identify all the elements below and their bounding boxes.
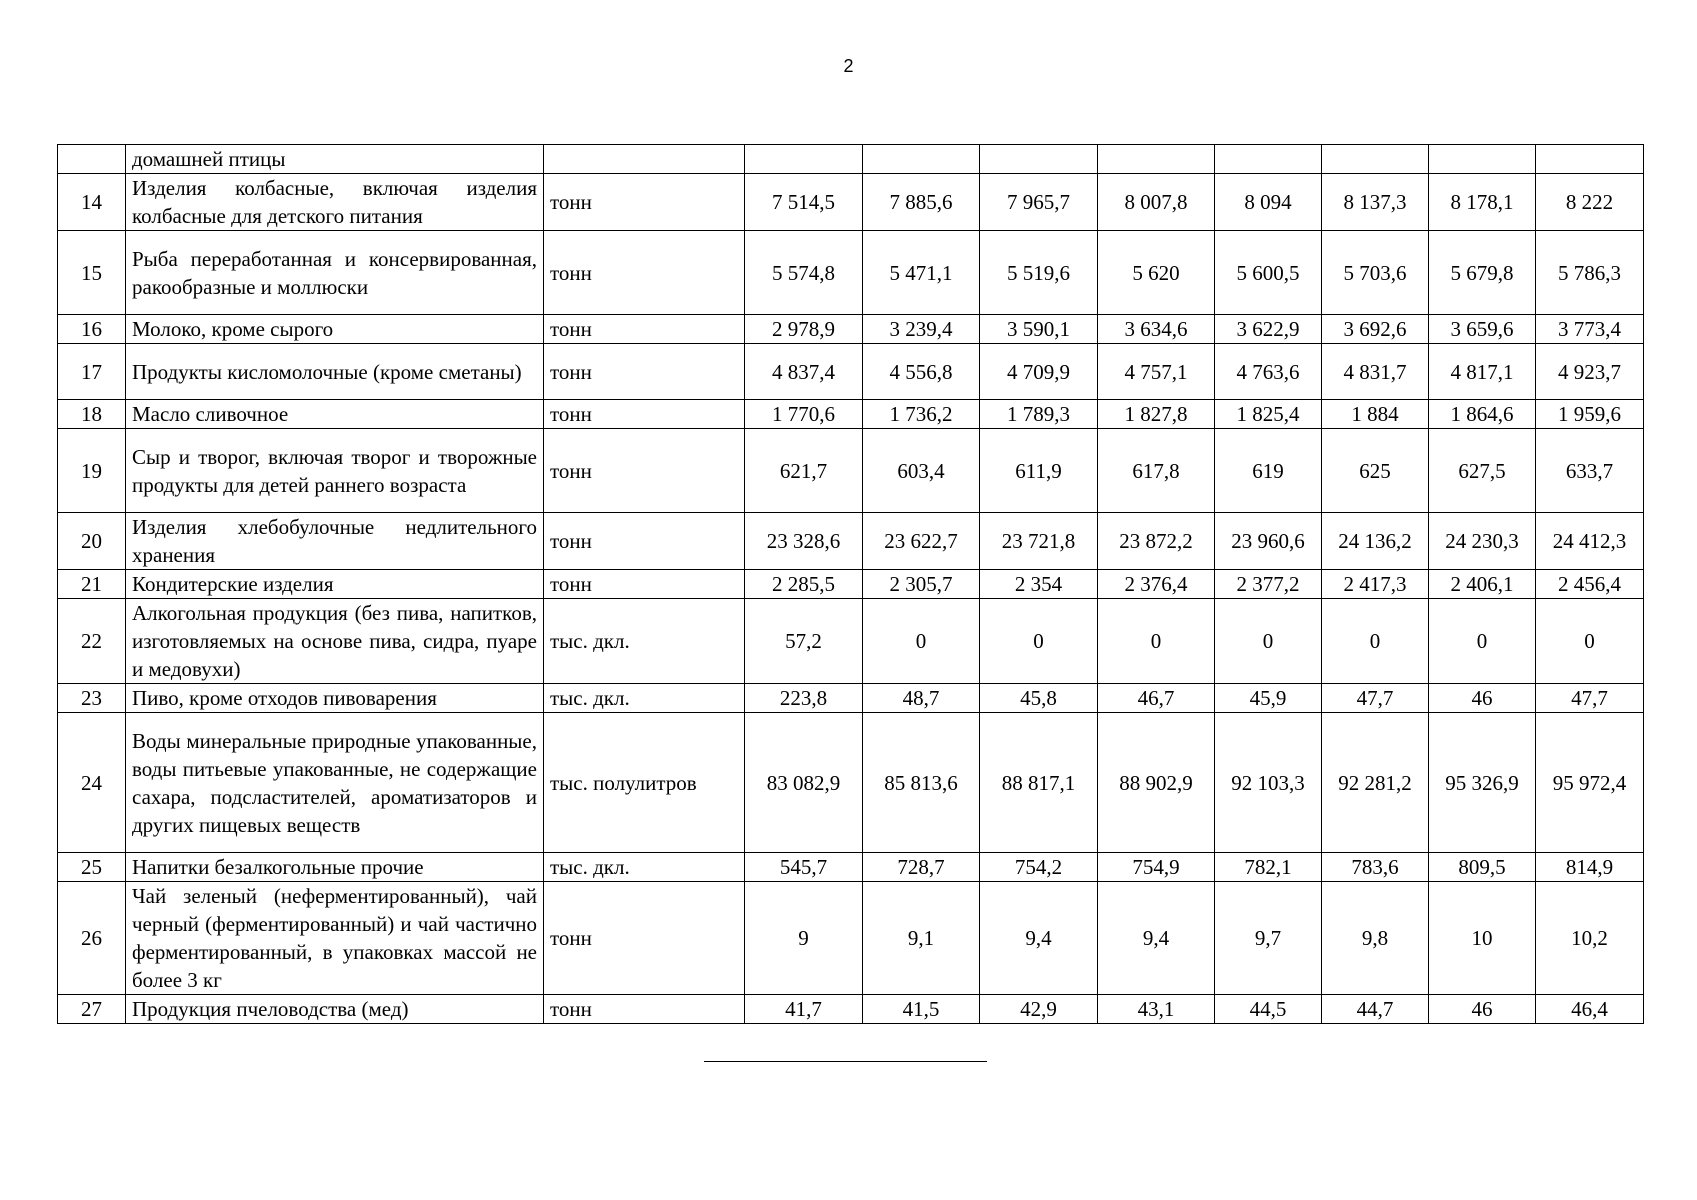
value-cell: 8 178,1 <box>1429 174 1536 231</box>
value-cell: 2 354 <box>980 570 1098 599</box>
value-cell: 46 <box>1429 995 1536 1024</box>
row-number-cell: 25 <box>58 853 126 882</box>
value-cell <box>1429 145 1536 174</box>
value-cell: 625 <box>1322 429 1429 513</box>
row-number-cell: 21 <box>58 570 126 599</box>
value-cell: 3 692,6 <box>1322 315 1429 344</box>
value-cell: 3 773,4 <box>1536 315 1644 344</box>
value-cell: 23 872,2 <box>1098 513 1215 570</box>
value-cell <box>1215 145 1322 174</box>
product-name-cell: Молоко, кроме сырого <box>126 315 544 344</box>
value-cell: 4 923,7 <box>1536 344 1644 400</box>
value-cell: 45,8 <box>980 684 1098 713</box>
product-name-cell: Изделия хлебобулочные недлительного хранения <box>126 513 544 570</box>
row-number-cell: 24 <box>58 713 126 853</box>
row-number-cell <box>58 145 126 174</box>
value-cell: 9 <box>745 882 863 995</box>
value-cell: 0 <box>1322 599 1429 684</box>
unit-cell: тыс. дкл. <box>544 853 745 882</box>
value-cell: 4 709,9 <box>980 344 1098 400</box>
product-name-cell: Продукты кисломолочные (кроме сметаны) <box>126 344 544 400</box>
value-cell: 46 <box>1429 684 1536 713</box>
product-name-cell: Масло сливочное <box>126 400 544 429</box>
value-cell: 44,5 <box>1215 995 1322 1024</box>
value-cell: 3 634,6 <box>1098 315 1215 344</box>
value-cell: 47,7 <box>1536 684 1644 713</box>
value-cell: 5 574,8 <box>745 231 863 315</box>
table-row <box>58 853 1644 882</box>
value-cell: 57,2 <box>745 599 863 684</box>
value-cell: 1 825,4 <box>1215 400 1322 429</box>
value-cell: 83 082,9 <box>745 713 863 853</box>
unit-cell: тонн <box>544 995 745 1024</box>
value-cell: 3 622,9 <box>1215 315 1322 344</box>
value-cell: 0 <box>1215 599 1322 684</box>
row-number-cell: 22 <box>58 599 126 684</box>
page-number: 2 <box>843 56 854 76</box>
value-cell <box>745 145 863 174</box>
unit-cell: тонн <box>544 315 745 344</box>
value-cell: 0 <box>1098 599 1215 684</box>
product-name-cell: Кондитерские изделия <box>126 570 544 599</box>
value-cell <box>980 145 1098 174</box>
row-number-cell: 14 <box>58 174 126 231</box>
value-cell: 44,7 <box>1322 995 1429 1024</box>
value-cell: 2 377,2 <box>1215 570 1322 599</box>
table-row <box>58 429 1644 513</box>
unit-cell <box>544 145 745 174</box>
value-cell: 47,7 <box>1322 684 1429 713</box>
value-cell: 5 786,3 <box>1536 231 1644 315</box>
value-cell: 46,4 <box>1536 995 1644 1024</box>
value-cell: 2 305,7 <box>863 570 980 599</box>
value-cell: 4 837,4 <box>745 344 863 400</box>
value-cell: 23 328,6 <box>745 513 863 570</box>
value-cell: 5 703,6 <box>1322 231 1429 315</box>
value-cell: 10 <box>1429 882 1536 995</box>
table-row <box>58 145 1644 174</box>
value-cell: 24 230,3 <box>1429 513 1536 570</box>
value-cell: 1 864,6 <box>1429 400 1536 429</box>
value-cell: 24 136,2 <box>1322 513 1429 570</box>
value-cell: 8 007,8 <box>1098 174 1215 231</box>
value-cell: 7 965,7 <box>980 174 1098 231</box>
value-cell: 95 326,9 <box>1429 713 1536 853</box>
unit-cell: тонн <box>544 344 745 400</box>
row-number-cell: 18 <box>58 400 126 429</box>
value-cell: 41,5 <box>863 995 980 1024</box>
value-cell: 2 376,4 <box>1098 570 1215 599</box>
value-cell: 46,7 <box>1098 684 1215 713</box>
value-cell: 45,9 <box>1215 684 1322 713</box>
value-cell: 4 757,1 <box>1098 344 1215 400</box>
value-cell: 5 679,8 <box>1429 231 1536 315</box>
table-row <box>58 174 1644 231</box>
unit-cell: тонн <box>544 882 745 995</box>
table-row <box>58 400 1644 429</box>
value-cell: 4 817,1 <box>1429 344 1536 400</box>
value-cell: 9,4 <box>1098 882 1215 995</box>
value-cell: 95 972,4 <box>1536 713 1644 853</box>
value-cell: 633,7 <box>1536 429 1644 513</box>
unit-cell: тонн <box>544 570 745 599</box>
table-row <box>58 344 1644 400</box>
value-cell: 1 770,6 <box>745 400 863 429</box>
value-cell: 619 <box>1215 429 1322 513</box>
value-cell: 92 281,2 <box>1322 713 1429 853</box>
table-row <box>58 231 1644 315</box>
value-cell: 24 412,3 <box>1536 513 1644 570</box>
value-cell: 627,5 <box>1429 429 1536 513</box>
value-cell: 8 137,3 <box>1322 174 1429 231</box>
value-cell: 1 827,8 <box>1098 400 1215 429</box>
production-table <box>57 144 1644 1024</box>
value-cell: 43,1 <box>1098 995 1215 1024</box>
product-name-cell: Чай зеленый (неферментированный), чай черный (ферментированный) и чай частично ферментированный, в упаковках массой не более 3 кг <box>126 882 544 995</box>
value-cell: 754,2 <box>980 853 1098 882</box>
row-number-cell: 23 <box>58 684 126 713</box>
value-cell: 809,5 <box>1429 853 1536 882</box>
product-name-cell: Напитки безалкогольные прочие <box>126 853 544 882</box>
value-cell: 5 471,1 <box>863 231 980 315</box>
value-cell: 9,8 <box>1322 882 1429 995</box>
value-cell: 814,9 <box>1536 853 1644 882</box>
product-name-cell: домашней птицы <box>126 145 544 174</box>
unit-cell: тонн <box>544 429 745 513</box>
value-cell: 5 620 <box>1098 231 1215 315</box>
value-cell: 728,7 <box>863 853 980 882</box>
product-name-cell: Продукция пчеловодства (мед) <box>126 995 544 1024</box>
value-cell: 5 600,5 <box>1215 231 1322 315</box>
value-cell: 2 456,4 <box>1536 570 1644 599</box>
row-number-cell: 15 <box>58 231 126 315</box>
value-cell: 0 <box>1536 599 1644 684</box>
table-row <box>58 570 1644 599</box>
unit-cell: тыс. дкл. <box>544 684 745 713</box>
product-name-cell: Алкогольная продукция (без пива, напитков, изготовляемых на основе пива, сидра, пуаре и медовухи) <box>126 599 544 684</box>
value-cell: 611,9 <box>980 429 1098 513</box>
value-cell: 23 721,8 <box>980 513 1098 570</box>
value-cell: 0 <box>863 599 980 684</box>
value-cell: 2 978,9 <box>745 315 863 344</box>
value-cell <box>1536 145 1644 174</box>
value-cell: 3 590,1 <box>980 315 1098 344</box>
product-name-cell: Сыр и творог, включая творог и творожные продукты для детей раннего возраста <box>126 429 544 513</box>
value-cell: 8 222 <box>1536 174 1644 231</box>
table-row <box>58 684 1644 713</box>
unit-cell: тонн <box>544 513 745 570</box>
value-cell: 0 <box>1429 599 1536 684</box>
product-name-cell: Пиво, кроме отходов пивоварения <box>126 684 544 713</box>
table-row <box>58 882 1644 995</box>
value-cell: 783,6 <box>1322 853 1429 882</box>
value-cell: 1 884 <box>1322 400 1429 429</box>
footer-separator-line <box>704 1061 987 1062</box>
value-cell: 23 622,7 <box>863 513 980 570</box>
value-cell: 85 813,6 <box>863 713 980 853</box>
table-row <box>58 713 1644 853</box>
table-row <box>58 995 1644 1024</box>
value-cell <box>863 145 980 174</box>
table-row <box>58 315 1644 344</box>
value-cell: 4 556,8 <box>863 344 980 400</box>
value-cell: 88 902,9 <box>1098 713 1215 853</box>
unit-cell: тонн <box>544 174 745 231</box>
table-row <box>58 513 1644 570</box>
value-cell: 545,7 <box>745 853 863 882</box>
value-cell: 3 239,4 <box>863 315 980 344</box>
value-cell: 1 789,3 <box>980 400 1098 429</box>
value-cell: 4 763,6 <box>1215 344 1322 400</box>
value-cell: 4 831,7 <box>1322 344 1429 400</box>
value-cell: 88 817,1 <box>980 713 1098 853</box>
row-number-cell: 16 <box>58 315 126 344</box>
value-cell: 754,9 <box>1098 853 1215 882</box>
value-cell: 9,7 <box>1215 882 1322 995</box>
product-name-cell: Рыба переработанная и консервированная, ракообразные и моллюски <box>126 231 544 315</box>
value-cell: 48,7 <box>863 684 980 713</box>
value-cell: 223,8 <box>745 684 863 713</box>
value-cell: 621,7 <box>745 429 863 513</box>
value-cell: 603,4 <box>863 429 980 513</box>
unit-cell: тыс. полулитров <box>544 713 745 853</box>
value-cell: 782,1 <box>1215 853 1322 882</box>
product-name-cell: Изделия колбасные, включая изделия колбасные для детского питания <box>126 174 544 231</box>
unit-cell: тыс. дкл. <box>544 599 745 684</box>
unit-cell: тонн <box>544 231 745 315</box>
row-number-cell: 17 <box>58 344 126 400</box>
unit-cell: тонн <box>544 400 745 429</box>
value-cell: 2 285,5 <box>745 570 863 599</box>
value-cell: 41,7 <box>745 995 863 1024</box>
value-cell: 42,9 <box>980 995 1098 1024</box>
value-cell: 5 519,6 <box>980 231 1098 315</box>
value-cell: 0 <box>980 599 1098 684</box>
value-cell: 9,1 <box>863 882 980 995</box>
row-number-cell: 27 <box>58 995 126 1024</box>
value-cell: 2 417,3 <box>1322 570 1429 599</box>
table-body <box>58 145 1644 1024</box>
row-number-cell: 19 <box>58 429 126 513</box>
value-cell: 617,8 <box>1098 429 1215 513</box>
table-row <box>58 599 1644 684</box>
value-cell: 7 514,5 <box>745 174 863 231</box>
value-cell <box>1098 145 1215 174</box>
value-cell: 10,2 <box>1536 882 1644 995</box>
row-number-cell: 26 <box>58 882 126 995</box>
value-cell: 1 736,2 <box>863 400 980 429</box>
value-cell: 7 885,6 <box>863 174 980 231</box>
value-cell: 3 659,6 <box>1429 315 1536 344</box>
value-cell: 2 406,1 <box>1429 570 1536 599</box>
value-cell <box>1322 145 1429 174</box>
value-cell: 23 960,6 <box>1215 513 1322 570</box>
value-cell: 9,4 <box>980 882 1098 995</box>
product-name-cell: Воды минеральные природные упакованные, воды питьевые упакованные, не содержащие сахара, подсластителей, ароматизаторов и других пищевых веществ <box>126 713 544 853</box>
row-number-cell: 20 <box>58 513 126 570</box>
value-cell: 8 094 <box>1215 174 1322 231</box>
value-cell: 92 103,3 <box>1215 713 1322 853</box>
value-cell: 1 959,6 <box>1536 400 1644 429</box>
